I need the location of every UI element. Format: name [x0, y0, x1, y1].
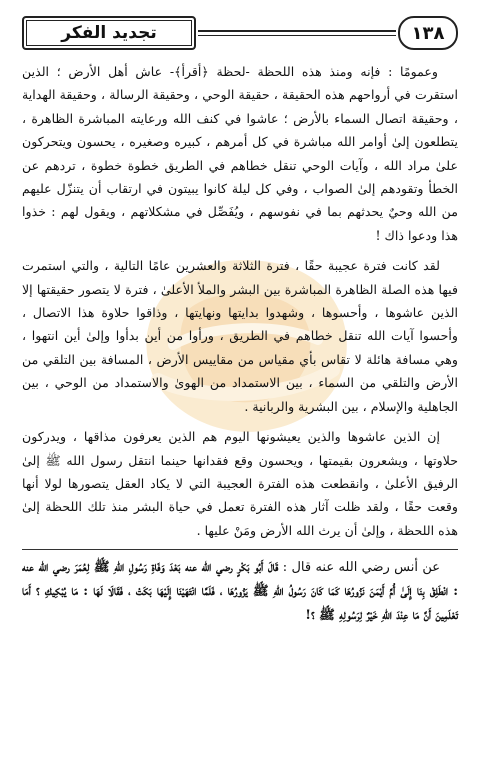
hadith-block — [22, 549, 458, 628]
hadith-text: قَالَ أَبُو بَكْرٍ رضي الله عنه بَعْدَ وَفَاةِ رَسُولِ اللهِ ﷺ لِعُمَرَ رضي الله عنه : انْطَلِقْ بِنَا إِلَىٰ أُمِّ أَيْمَنَ نَزُورُهَا كَمَا كَانَ رَسُولُ اللهِ ﷺ يَزُورُهَا ، فَلَمَّا انْتَهَيْنَا إِلَيْهَا بَكَتْ ، فَقَالَا لَهَا : مَا يُبْكِيكِ ؟ أَمَا تَعْلَمِينَ أَنَّ مَا عِنْدَ اللهِ خَيْرٌ لِرَسُولِهِ ﷺ ؟! — [22, 560, 458, 624]
page-number: ١٣٨ — [398, 16, 458, 50]
body-text — [22, 60, 458, 628]
header-rule — [198, 30, 396, 32]
page-header — [22, 14, 458, 50]
paragraph: إن الذين عاشوها والذين يعيشونها اليوم هم الذين يعرفون مذاقها ، ويدركون حلاوتها ، ويشعرون بقيمتها ، ويحسون وقع فقدانها حينما انتقل رسول الله ﷺ إلىٰ الرفيق الأعلىٰ ، وانقطعت هذه الفترة العجيبة التي لا يكاد العقل يتصورها لولا أنها وقعت حقًا ، ولقد ظلت آثار هذه الفترة تعمل في حياة البشر منذ تلك اللحظة إلىٰ هذه اللحظة ، وإلىٰ أن يرث الله الأرض ومَنْ عليها . — [22, 429, 458, 538]
hadith-intro: عن أنس رضي الله عنه قال : — [278, 560, 440, 576]
hadith-paragraph — [22, 556, 458, 628]
book-title: تجديد الفكر — [22, 16, 196, 50]
header-rule — [198, 35, 396, 36]
paragraph: لقد كانت فترة عجيبة حقًا ، فترة الثلاثة والعشرين عامًا التالية ، والتي استمرت فيها هذه الصلة الظاهرة المباشرة بين البشر والملأ الأعلىٰ ، فترة لا يتصور حقيقتها إلا الذين عاشوها ، وأحسوها ، وشهدوا بدايتها ونهايتها ، وذاقوا حلاوة هذا الاتصال ، وأحسوا آيات الله تنقل خطاهم في الطريق ، ورأوا من أين بدأوا وإلىٰ أين انتهوا ، وهي مسافة هائلة لا تقاس بأي مقياس من مقاييس الأرض ، المسافة بين التلقي من الأرض والتلقي من السماء ، بين الاستمداد من الهوىٰ والاستمداد من الوحي ، بين الجاهلية والإسلام ، بين البشرية والربانية . — [22, 258, 458, 414]
paragraph: وعمومًا : فإنه ومنذ هذه اللحظة -لحظة ﴿أقرأ﴾- عاش أهل الأرض ؛ الذين استقرت في أرواحهم هذه الحقيقة ، حقيقة الوحي ، وحقيقة الرسالة ، وحقيقة الهداية ، وحقيقة اتصال السماء بالأرض ؛ عاشوا في كنف الله ورعايته المباشرة الظاهرة ، يتطلعون إلىٰ أوامر الله مباشرة في كل أمرهم ، كبيره وصغيره ، يحسون ويتحركون علىٰ مراد الله ، وآيات الوحي تنقل خطاهم في الطريق خطوة خطوة ، تردهم عن الخطأ وتقودهم إلىٰ الصواب ، وفي كل ليلة كانوا يبيتون في ارتقاب أن يتنزّل عليهم من الله وحيٌ يحدثهم بما في نفوسهم ، ويُفَصِّل في مشكلاتهم ، ويقول لهم : خذوا هذا ودعوا ذاك ! — [22, 64, 458, 243]
